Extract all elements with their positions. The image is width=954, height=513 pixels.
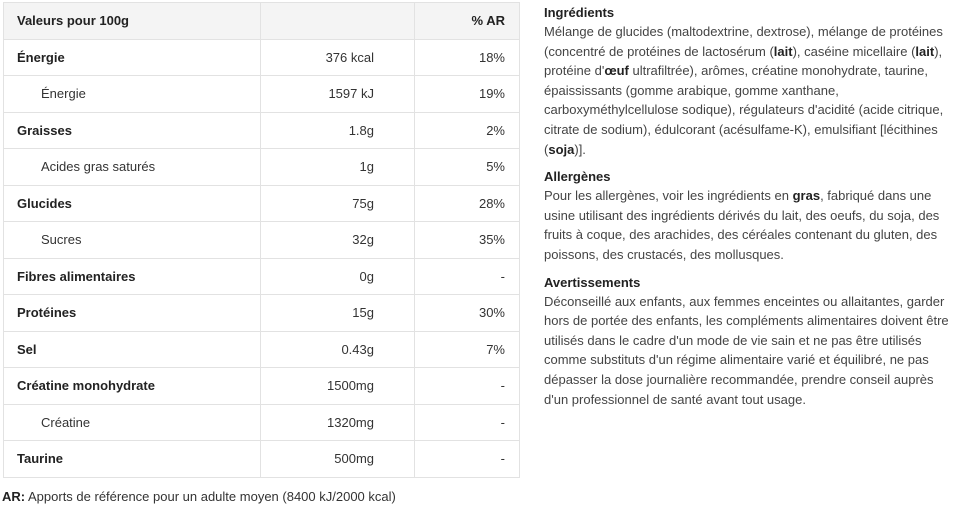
nutrient-name: Sucres (4, 222, 261, 259)
nutrient-ar: - (415, 258, 520, 295)
ingredients-section (544, 3, 952, 159)
nutrition-table (3, 2, 520, 478)
nutrient-quantity: 75g (261, 185, 415, 222)
nutrient-name: Protéines (4, 295, 261, 332)
text-segment: Mélange de glucides (maltodextrine, dextrose), mélange de protéines (concentré de protéines de lactosérum ( (544, 24, 943, 59)
nutrient-quantity: 32g (261, 222, 415, 259)
nutrient-name: Créatine monohydrate (4, 368, 261, 405)
nutrition-row (4, 149, 520, 186)
nutrient-name: Créatine (4, 404, 261, 441)
allergen-highlight: œuf (604, 63, 629, 79)
nutrient-quantity: 1.8g (261, 112, 415, 149)
nutrient-ar: 5% (415, 149, 520, 186)
nutrient-quantity: 15g (261, 295, 415, 332)
nutrient-quantity: 1320mg (261, 404, 415, 441)
nutrient-name: Sel (4, 331, 261, 368)
nutrient-quantity: 0g (261, 258, 415, 295)
nutrition-row (4, 258, 520, 295)
ar-footnote-text: Apports de référence pour un adulte moyen (8400 kJ/2000 kcal) (25, 489, 396, 504)
nutrient-ar: 19% (415, 76, 520, 113)
nutrient-ar: 30% (415, 295, 520, 332)
ingredients-title: Ingrédients (544, 5, 615, 20)
nutrition-row (4, 39, 520, 76)
allergens-title: Allergènes (544, 169, 611, 185)
nutrition-row (4, 222, 520, 259)
nutrient-ar: 7% (415, 331, 520, 368)
text-segment: Pour les allergènes, voir les ingrédients en (544, 188, 793, 204)
nutrient-name: Énergie (4, 39, 261, 76)
text-segment: ), protéine d' (544, 43, 943, 79)
nutrition-row (4, 185, 520, 222)
ar-footnote (2, 489, 396, 504)
ar-footnote-label: AR: (2, 489, 26, 504)
nutrition-row (4, 331, 520, 368)
nutrient-ar: 28% (415, 185, 520, 222)
nutrient-quantity: 1597 kJ (261, 76, 415, 113)
nutrient-ar: 2% (415, 112, 520, 149)
text-segment: Déconseillé aux enfants, aux femmes enceintes ou allaitantes, garder hors de portée des enfants, les compléments alimentaires doivent être utilisés dans le cadre d'un mode de vie sain et ne pas être utilisés comme substituts d'un régime alimentaire varié et équilibré, ne pas dépasser la dose journalière recommandée, prendre conseil auprès d'un professionnel de santé avant tout usage. (544, 293, 949, 407)
nutrient-name: Acides gras saturés (4, 149, 261, 186)
warnings-text (544, 292, 952, 410)
allergen-highlight: soja (548, 141, 575, 157)
nutrient-name: Fibres alimentaires (4, 258, 261, 295)
product-info (544, 3, 952, 417)
allergen-highlight: gras (792, 188, 821, 204)
warnings-title: Avertissements (544, 274, 641, 290)
nutrient-ar: - (415, 368, 520, 405)
warnings-section (544, 273, 952, 410)
nutrition-row (4, 404, 520, 441)
nutrient-name: Graisses (4, 112, 261, 149)
nutrient-ar: - (415, 441, 520, 478)
nutrient-quantity: 500mg (261, 441, 415, 478)
text-segment: ), caséine micellaire ( (792, 43, 916, 59)
nutrient-name: Énergie (4, 76, 261, 113)
nutrition-row (4, 441, 520, 478)
nutrient-quantity: 1500mg (261, 368, 415, 405)
text-segment: , fabriqué dans une usine utilisant des ingrédients dérivés du lait, des oeufs, du soja, des fruits à coque, des arachides, des céréales contenant du gluten, des poissons, des crustacés, des mollusques. (544, 188, 940, 262)
nutrition-row (4, 112, 520, 149)
nutrition-header-ar: % AR (415, 3, 520, 40)
nutrient-quantity: 1g (261, 149, 415, 186)
text-segment: ultrafiltrée), arômes, créatine monohydrate, taurine, épaississants (gomme arabique, gomme xanthane, carboxyméthylcellulose sodique), régulateurs d'acidité (acide citrique, citrate de sodium), édulcorant (acésulfame-K), emulsifiant [lécithines ( (544, 63, 944, 157)
nutrition-header-label: Valeurs pour 100g (4, 3, 261, 40)
nutrient-ar: 35% (415, 222, 520, 259)
allergen-highlight: lait (773, 43, 793, 59)
ingredients-text (544, 22, 952, 159)
nutrient-quantity: 376 kcal (261, 39, 415, 76)
allergen-highlight: lait (915, 43, 935, 59)
nutrient-ar: 18% (415, 39, 520, 76)
text-segment: )]. (574, 141, 586, 157)
nutrient-quantity: 0.43g (261, 331, 415, 368)
allergens-section (544, 167, 952, 264)
nutrient-ar: - (415, 404, 520, 441)
nutrient-name: Taurine (4, 441, 261, 478)
nutrient-name: Glucides (4, 185, 261, 222)
nutrition-row (4, 295, 520, 332)
allergens-text (544, 186, 952, 264)
nutrition-row (4, 368, 520, 405)
nutrition-header-row (4, 3, 520, 40)
nutrition-header-qty (261, 3, 415, 40)
nutrition-row (4, 76, 520, 113)
